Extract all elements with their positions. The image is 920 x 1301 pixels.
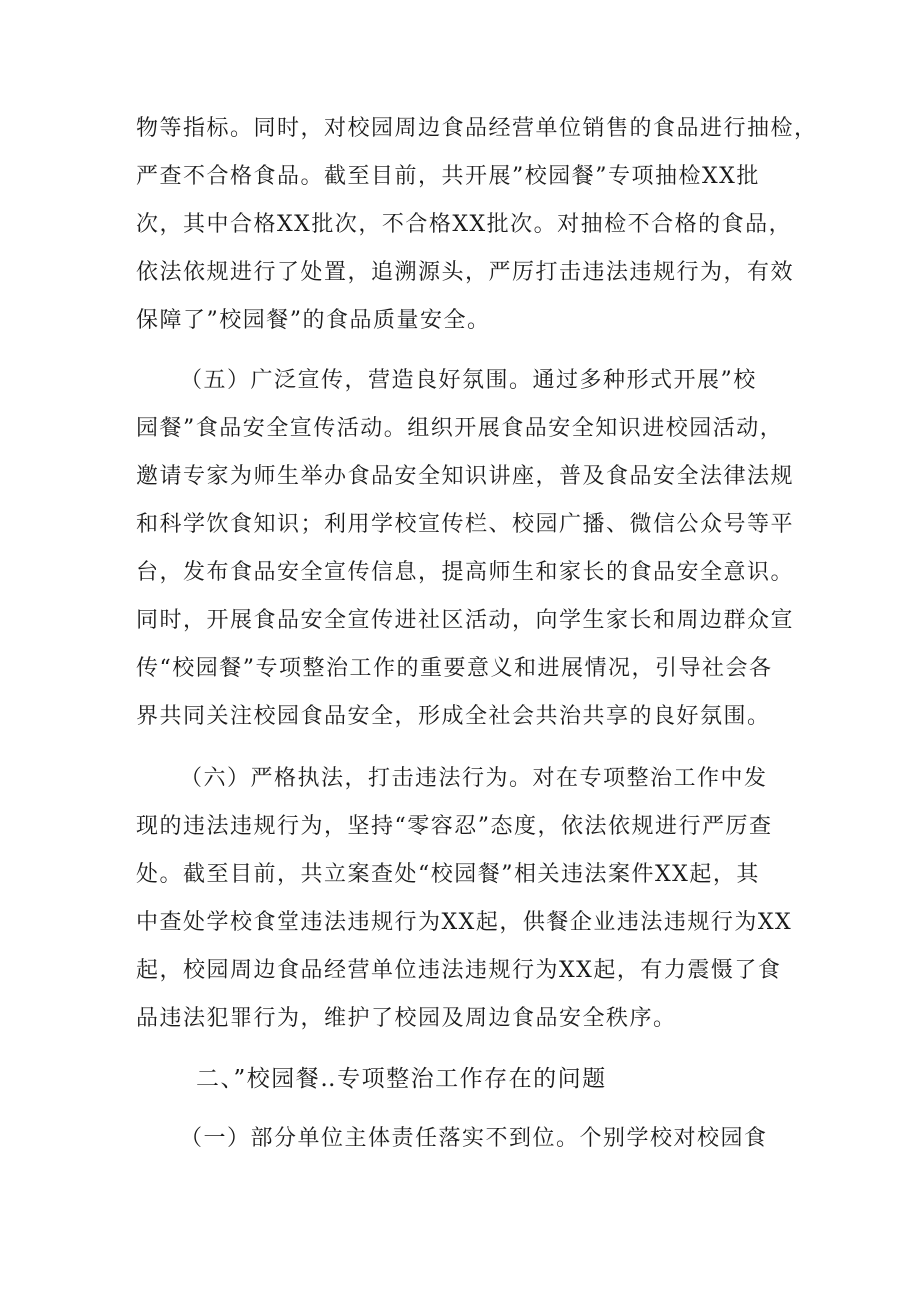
paragraph-line: 台，发布食品安全宣传信息，提高师生和家长的食品安全意识。: [136, 560, 795, 585]
paragraph-line: （一）部分单位主体责任落实不到位。个别学校对校园食: [180, 1126, 768, 1151]
paragraph-line: 中查处学校食堂违法违规行为XX起，供餐企业违法违规行为XX: [136, 910, 793, 935]
paragraph-line: 物等指标。同时，对校园周边食品经营单位销售的食品进行抽检，: [136, 116, 818, 141]
paragraph-line: 起，校园周边食品经营单位违法违规行为XX起，有力震慑了食: [136, 958, 782, 983]
section-heading: 二、”校园餐‥专项整治工作存在的问题: [196, 1066, 607, 1092]
paragraph-line: 次，其中合格XX批次，不合格XX批次。对抽检不合格的食品，: [136, 212, 793, 237]
paragraph-line: 园餐”食品安全宣传活动。组织开展食品安全知识进校园活动，: [136, 416, 784, 441]
paragraph-line: 邀请专家为师生举办食品安全知识讲座，普及食品安全法律法规: [136, 464, 795, 489]
paragraph-line: 品违法犯罪行为，维护了校园及周边食品安全秩序。: [136, 1006, 677, 1031]
paragraph-line: 界共同关注校园食品安全，形成全社会共治共享的良好氛围。: [136, 704, 771, 729]
paragraph-line: 保障了”校园餐”的食品质量安全。: [136, 308, 491, 333]
paragraph-line: 严查不合格食品。截至目前，共开展”校园餐”专项抽检XX批: [136, 164, 760, 189]
paragraph-line: 同时，开展食品安全宣传进社区活动，向学生家长和周边群众宣: [136, 608, 795, 633]
paragraph-line: 依法依规进行了处置，追溯源头，严厉打击违法违规行为，有效: [136, 260, 795, 285]
paragraph-line: 传“校园餐”专项整治工作的重要意义和进展情况，引导社会各: [136, 656, 773, 681]
paragraph-line: （六）严格执法，打击违法行为。对在专项整治工作中发: [180, 766, 768, 791]
paragraph-line: （五）广泛宣传，营造良好氛围。通过多种形式开展”校: [180, 368, 757, 393]
paragraph-line: 现的违法违规行为，坚持“零容忍”态度，依法依规进行严厉查: [136, 814, 773, 839]
paragraph-line: 处。截至目前，共立案查处“校园餐”相关违法案件XX起，其: [136, 862, 760, 887]
paragraph-line: 和科学饮食知识；利用学校宣传栏、校园广播、微信公众号等平: [136, 512, 795, 537]
